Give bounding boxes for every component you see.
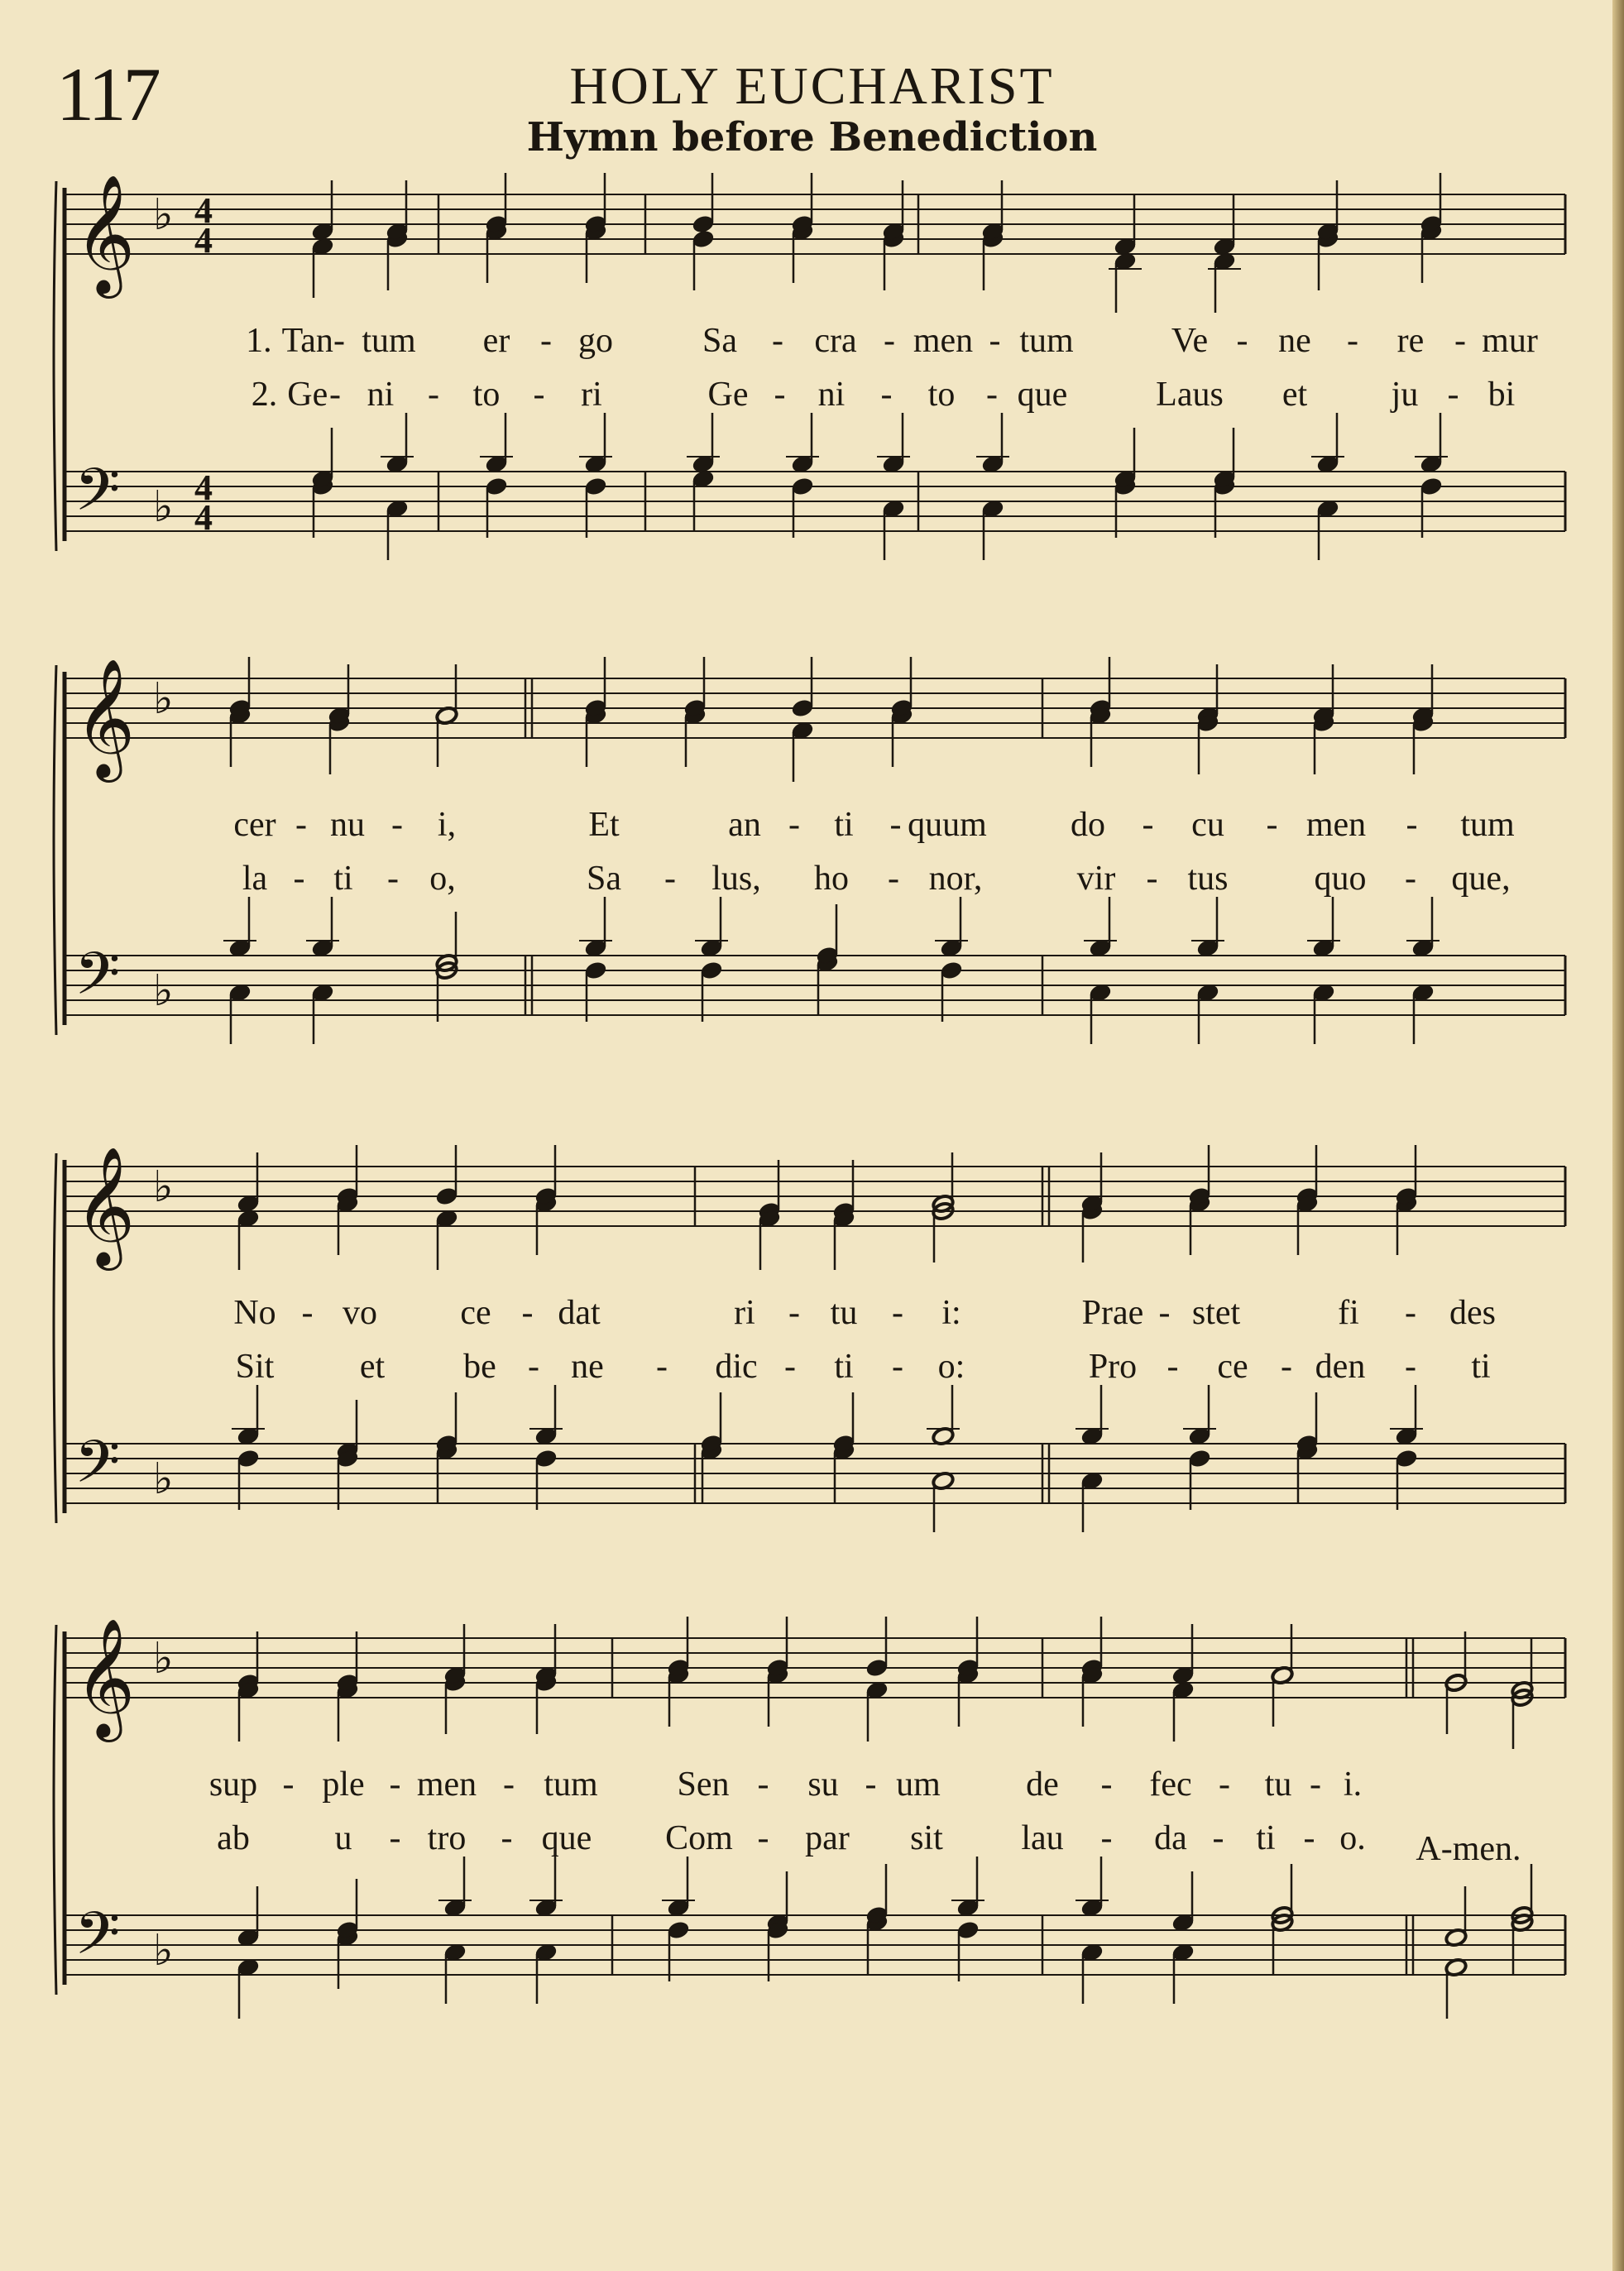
lyric-line-verse-2 [50,372,1572,417]
lyric-syllable: o. [1339,1819,1366,1857]
lyric-hyphen: - [428,376,439,414]
quarter-note-chord [865,1617,889,1742]
page-edge [1612,0,1624,2271]
lyric-hyphen: - [501,1819,513,1857]
lyric-syllable: ne [1278,322,1311,360]
lyric-syllable: que [1017,376,1068,414]
half-note-chord [1444,1886,1468,2019]
lyric-syllable: Ve [1171,322,1209,360]
quarter-note-chord [443,1624,467,1734]
quarter-note-chord [1420,173,1443,283]
lyric-hyphen: - [664,860,676,898]
lyric-syllable: vo [343,1294,377,1332]
quarter-note-chord [228,657,252,767]
lyric-syllable: que [541,1819,592,1857]
lyric-syllable: Sa [702,322,737,360]
page-subtitle: Hymn before Benediction [526,114,1098,161]
page-header [0,0,1624,165]
quarter-note-chord [336,1400,359,1510]
half-note-chord [435,664,458,767]
lyric-syllable: um [896,1766,941,1804]
lyric-hyphen: - [1447,376,1459,414]
quarter-note-chord [386,180,409,290]
quarter-note-chord [1080,1617,1104,1727]
lyric-syllable: o: [937,1348,965,1386]
lyric-line-verse-2 [50,1344,1572,1389]
quarter-note-chord [435,1145,458,1270]
lyric-syllable: ho [814,860,849,898]
lyric-hyphen: - [293,860,305,898]
lyric-syllable: stet [1191,1294,1241,1332]
lyric-hyphen: - [282,1766,295,1804]
lyric-syllable: da [1154,1819,1187,1857]
half-note-chord [1271,1624,1294,1727]
lyric-syllable: ple [322,1766,365,1804]
treble-staff [65,1617,1565,1749]
quarter-note-chord [328,664,351,774]
lyric-hyphen: - [1236,322,1248,360]
time-signature-beats: 4 [194,467,213,508]
quarter-note-chord [311,428,334,538]
lyric-syllable: 1. Tan [246,322,333,360]
quarter-note-chord [890,657,913,767]
quarter-note-chord [1171,1871,1195,2004]
lyric-hyphen: - [1405,860,1416,898]
lyric-syllable: cer [233,806,276,844]
lyric-syllable: ne [571,1348,604,1386]
quarter-note-chord [758,1160,781,1270]
lyric-syllable: Sen [677,1766,730,1804]
bass-staff [65,1857,1565,2019]
lyric-hyphen: - [1146,860,1158,898]
lyric-hyphen: - [1212,1819,1224,1857]
key-signature-flat: ♭ [153,1162,174,1212]
lyric-line-verse-1 [50,1762,1572,1807]
lyric-hyphen: - [1405,1348,1416,1386]
lyric-syllable: tum [1019,322,1074,360]
quarter-note-chord [766,1617,789,1727]
lyric-syllable: la [242,860,268,898]
lyric-hyphen: - [389,1819,401,1857]
lyric-hyphen: - [1406,806,1418,844]
lyric-syllable: tum [544,1766,598,1804]
lyric-hyphen: - [892,1348,903,1386]
lyric-syllable: et [1281,376,1308,414]
bass-clef: 𝄢 [74,1428,121,1511]
lyric-hyphen: - [1266,806,1278,844]
quarter-note-chord [1296,1145,1319,1255]
quarter-note-chord [1213,428,1236,538]
lyric-syllable: No [233,1294,276,1332]
music-system-3 [50,1142,1572,1605]
lyric-syllable: den [1315,1348,1366,1386]
time-signature-beats: 4 [194,190,213,231]
page-number: 117 [56,52,158,137]
key-signature-flat: ♭ [153,190,174,240]
lyric-syllable: i, [437,806,457,844]
lyric-syllable: lus, [711,860,761,898]
lyric-syllable: des [1449,1294,1496,1332]
lyric-line-verse-2 [50,1816,1572,1861]
quarter-note-chord [1114,428,1137,538]
bass-staff [65,1385,1565,1532]
lyric-syllable: que, [1451,860,1511,898]
lyric-syllable: nu [330,806,365,844]
lyric-syllable: ni [817,376,846,414]
quarter-note-chord [662,1857,695,1981]
music-system-4 [50,1613,1572,2077]
treble-staff [65,173,1565,313]
lyric-line-verse-2 [50,856,1572,901]
lyric-syllable: et [359,1348,386,1386]
quarter-note-chord [791,173,814,283]
lyric-syllable: dic [715,1348,758,1386]
quarter-note-chord [667,1617,690,1727]
key-signature-flat: ♭ [153,482,174,532]
lyric-syllable: tum [362,322,416,360]
quarter-note-chord [1183,1385,1216,1510]
lyric-syllable: par [805,1819,850,1857]
bass-staff [65,413,1565,560]
quarter-note-chord [935,897,968,1022]
lyric-hyphen: - [1405,1294,1416,1332]
lyric-hyphen: - [656,1348,668,1386]
lyric-hyphen: - [986,376,998,414]
quarter-note-chord [584,657,607,767]
lyric-syllable: ti [834,1348,854,1386]
amen-text: A-men. [1416,1830,1521,1868]
lyric-syllable: Ge [707,376,749,414]
lyric-syllable: tro [427,1819,467,1857]
lyric-syllable: cu [1191,806,1224,844]
quarter-note-chord [336,1145,359,1255]
lyric-syllable: an [728,806,761,844]
lyric-syllable: ce [1217,1348,1248,1386]
quarter-note-chord [683,657,707,767]
quarter-note-chord [832,1392,855,1502]
half-note-chord [932,1152,955,1262]
quarter-note-chord [435,1392,458,1502]
quarter-note-chord [534,1145,558,1255]
lyric-hyphen: - [757,1766,769,1804]
lyric-syllable: men [416,1766,477,1804]
lyric-hyphen: - [989,322,1001,360]
lyric-hyphen: - [387,860,399,898]
lyric-syllable: er [482,322,510,360]
lyric-syllable: Et [588,806,620,844]
treble-clef: 𝄞 [74,1618,136,1737]
quarter-note-chord [529,1385,563,1510]
lyric-hyphen: - [533,376,545,414]
quarter-note-chord [584,173,607,283]
quarter-note-chord [1089,657,1112,767]
lyric-syllable: o, [429,860,456,898]
system-brace [54,1625,56,1995]
lyric-hyphen: - [892,1294,903,1332]
lyric-syllable: fec [1149,1766,1192,1804]
lyric-hyphen: - [1167,1348,1179,1386]
lyric-hyphen: - [521,1294,534,1332]
music-system-1 [50,170,1572,633]
lyric-hyphen: - [1100,1819,1113,1857]
bass-clef: 𝄢 [74,456,121,539]
quarter-note-chord [786,413,819,538]
lyric-syllable: ju [1391,376,1419,414]
key-signature-flat: ♭ [153,1926,174,1976]
lyric-syllable: Laus [1156,376,1224,414]
quarter-note-chord [1296,1392,1319,1502]
lyric-syllable: su [807,1766,839,1804]
lyric-syllable: ni [366,376,395,414]
lyric-hyphen: - [1219,1766,1230,1804]
quarter-note-chord [981,180,1004,290]
lyric-hyphen: - [880,376,893,414]
lyric-syllable: ti [1256,1819,1276,1857]
lyric-hyphen: - [788,1294,800,1332]
lyric-syllable: Prae [1081,1294,1144,1332]
quarter-note-chord [534,1624,558,1734]
lyric-hyphen: - [884,322,895,360]
lyric-hyphen: - [1142,806,1154,844]
treble-staff [65,657,1565,783]
lyric-syllable: i. [1343,1766,1363,1804]
quarter-note-chord [1196,664,1219,774]
quarter-note-chord [232,1385,265,1510]
lyric-hyphen: - [784,1348,796,1386]
lyric-hyphen: - [1347,322,1358,360]
lyric-syllable: tum [1460,806,1515,844]
lyric-hyphen: - [301,1294,314,1332]
lyric-syllable: ti [333,860,353,898]
quarter-note-chord [336,1631,359,1742]
quarter-note-chord [1080,1152,1104,1262]
lyric-hyphen: - [540,322,552,360]
quarter-note-chord [692,173,715,290]
time-signature-unit: 4 [194,220,213,261]
bass-clef: 𝄢 [74,940,121,1023]
quarter-note-chord [579,413,612,538]
treble-clef: 𝄞 [74,1147,136,1266]
lyric-syllable: lau [1021,1819,1064,1857]
lyric-hyphen: - [391,806,403,844]
lyric-syllable: men [913,322,974,360]
lyric-hyphen: - [788,806,800,844]
quarter-note-chord [951,1857,984,1981]
lyric-syllable: tu [830,1294,858,1332]
lyric-syllable: fi [1338,1294,1359,1332]
lyric-syllable: Pro [1088,1348,1138,1386]
quarter-note-chord [816,904,839,1014]
lyric-syllable: i: [941,1294,961,1332]
lyric-syllable: u [334,1819,352,1857]
lyric-syllable: go [578,322,613,360]
quarter-note-chord [1411,664,1435,774]
quarter-note-chord [485,173,508,283]
lyric-hyphen: - [865,1766,877,1804]
lyric-syllable: ti [1471,1348,1491,1386]
lyric-hyphen: - [1281,1348,1292,1386]
lyric-syllable: sup [208,1766,258,1804]
lyric-syllable: quo [1314,860,1367,898]
quarter-note-chord [480,413,513,538]
lyric-hyphen: - [528,1348,539,1386]
half-note-chord [1271,1864,1294,1974]
system-brace [54,665,56,1035]
lyric-syllable: men [1305,806,1367,844]
verse-number: 2. [251,376,278,414]
quarter-note-chord [1415,413,1448,538]
quarter-note-chord [766,1871,789,1981]
lyric-hyphen: - [757,1819,769,1857]
key-signature-flat: ♭ [153,966,174,1016]
quarter-note-chord [1395,1145,1418,1255]
lyric-syllable: do [1071,806,1105,844]
quarter-note-chord [956,1617,980,1727]
lyric-hyphen: - [1303,1819,1315,1857]
quarter-note-chord [791,657,814,782]
lyric-hyphen: - [1158,1294,1171,1332]
lyric-syllable: tus [1187,860,1229,898]
lyric-syllable: ti [834,806,854,844]
half-note-chord [1511,1864,1534,1974]
treble-clef: 𝄞 [74,175,136,294]
key-signature-flat: ♭ [153,674,174,724]
lyric-hyphen: - [295,806,307,844]
quarter-note-chord [865,1864,889,1974]
lyric-syllable: dat [558,1294,601,1332]
lyric-syllable: quum [908,806,987,844]
treble-staff [65,1145,1565,1271]
lyric-hyphen: - [1454,322,1466,360]
lyric-syllable: re [1396,322,1425,360]
system-brace [54,1153,56,1523]
quarter-note-chord [1312,664,1335,774]
bass-staff [65,897,1565,1044]
lyric-hyphen: - [333,322,345,360]
lyric-hyphen: - [389,1766,401,1804]
treble-clef: 𝄞 [74,659,136,778]
quarter-note-chord [882,180,905,290]
lyric-hyphen: - [329,376,341,414]
lyric-hyphen: - [1100,1766,1113,1804]
bass-clef: 𝄢 [74,1900,121,1982]
lyric-line-verse-1 [50,803,1572,847]
lyric-syllable: 2. Ge [251,376,328,414]
key-signature-flat: ♭ [153,1634,174,1684]
quarter-note-chord [700,1392,723,1502]
lyric-syllable: sit [910,1819,943,1857]
quarter-note-chord [237,1886,260,2019]
lyric-line-verse-1 [50,1291,1572,1335]
quarter-note-chord [1316,180,1339,290]
page-title: HOLY EUCHARIST [569,56,1055,115]
quarter-note-chord [695,897,728,1022]
quarter-note-chord [237,1631,260,1742]
lyric-syllable: to [472,376,501,414]
half-note-chord [1511,1639,1534,1749]
lyric-syllable: ri [734,1294,755,1332]
lyric-syllable: vir [1076,860,1116,898]
lyric-syllable: Sa [587,860,621,898]
lyric-syllable: Sit [235,1348,275,1386]
lyric-syllable: mur [1482,322,1538,360]
time-signature-unit: 4 [194,497,213,538]
verse-number: 1. [246,322,272,360]
lyric-syllable: ab [217,1819,250,1857]
lyric-hyphen: - [889,806,902,844]
lyric-syllable: cra [814,322,857,360]
lyric-hyphen: - [888,860,899,898]
lyric-syllable: to [927,376,956,414]
lyric-hyphen: - [1310,1766,1321,1804]
lyric-syllable: nor, [928,860,983,898]
quarter-note-chord [1390,1385,1423,1510]
lyric-syllable: bi [1487,376,1516,414]
lyric-syllable: de [1026,1766,1059,1804]
lyric-syllable: ce [460,1294,491,1332]
half-note-chord [435,912,458,1022]
lyric-syllable: Com [665,1819,733,1857]
lyric-hyphen: - [772,322,783,360]
music-system-2 [50,654,1572,1117]
system-brace [54,181,56,551]
quarter-note-chord [336,1879,359,1989]
lyric-line-verse-1 [50,319,1572,363]
lyric-hyphen: - [503,1766,515,1804]
lyric-syllable: ri [581,376,602,414]
quarter-note-chord [1188,1145,1211,1255]
lyric-syllable: be [463,1348,496,1386]
quarter-note-chord [832,1160,855,1270]
lyric-hyphen: - [774,376,786,414]
quarter-note-chord [579,897,612,1022]
lyric-syllable: tu [1264,1766,1292,1804]
key-signature-flat: ♭ [153,1454,174,1504]
